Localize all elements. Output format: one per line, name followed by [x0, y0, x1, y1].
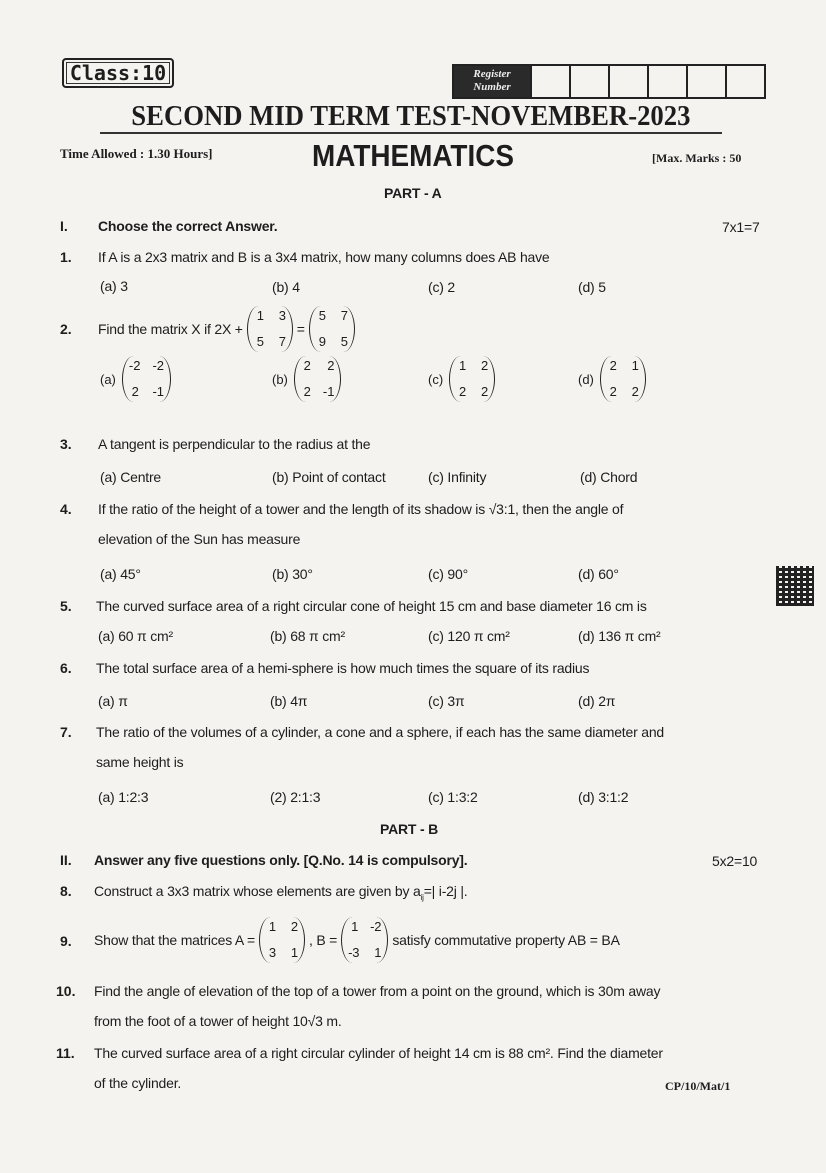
option-a: (a) 1:2:3 — [98, 789, 149, 805]
option-b: (b) 30° — [272, 566, 313, 582]
subscript: ij — [420, 892, 424, 902]
option-label: (b) — [272, 371, 288, 387]
option-c — [428, 356, 495, 402]
matrix-b — [341, 917, 388, 963]
matrix-cell: 3 — [268, 945, 276, 960]
matrix-cell: -2 — [370, 919, 382, 934]
matrix-cell: 2 — [480, 358, 489, 373]
question-number: 6. — [60, 660, 72, 676]
option-d: (d) 5 — [578, 279, 606, 295]
question-number: 8. — [60, 883, 72, 899]
matrix-cell: 1 — [374, 945, 382, 960]
option-c: (c) 2 — [428, 279, 456, 295]
matrix-cell: 1 — [256, 308, 264, 323]
part-a-heading: PART - A — [384, 185, 442, 201]
question-text: If A is a 2x3 matrix and B is a 3x4 matrix, how many columns does AB have — [98, 249, 550, 265]
matrix-cell: 5 — [256, 334, 264, 349]
matrix-cell: 2 — [303, 358, 311, 373]
question-text-cont: of the cylinder. — [94, 1075, 182, 1091]
question-number: 10. — [56, 983, 76, 999]
option-c: (c) 120 π cm² — [428, 628, 510, 644]
option-d: (d) 3:1:2 — [578, 789, 629, 805]
question-number: 2. — [60, 321, 72, 337]
option-b: (b) Point of contact — [272, 469, 386, 485]
register-cell — [647, 66, 686, 97]
matrix-cell: 7 — [278, 334, 286, 349]
matrix-cell: -2 — [128, 358, 141, 373]
option-label: (c) — [428, 371, 444, 387]
matrix-cell: 2 — [458, 384, 467, 399]
option-label: (d) — [578, 371, 594, 387]
equals-sign: = — [296, 321, 305, 337]
matrix-cell: 2 — [290, 919, 298, 934]
question-number: 1. — [60, 249, 72, 265]
option-b: (2) 2:1:3 — [270, 789, 321, 805]
question-number: 5. — [60, 598, 72, 614]
option-d: (d) Chord — [580, 469, 638, 485]
matrix — [600, 356, 646, 402]
question-text-start: Show that the matrices A = — [94, 932, 255, 948]
question-text — [94, 882, 468, 900]
qr-code — [776, 566, 814, 606]
matrix-cell: 5 — [340, 334, 348, 349]
question-number: 4. — [60, 501, 72, 517]
register-number-box — [452, 64, 766, 99]
matrix-cell: 2 — [609, 358, 617, 373]
option-b: (b) 4 — [272, 279, 300, 295]
matrix-cell: 1 — [290, 945, 298, 960]
question-text — [94, 917, 620, 963]
option-c: (c) 1:3:2 — [428, 789, 478, 805]
option-d: (d) 60° — [578, 566, 619, 582]
question-text-start: Find the matrix X if 2X + — [98, 321, 243, 337]
matrix-cell: 1 — [268, 919, 276, 934]
part-b-heading: PART - B — [380, 821, 439, 837]
matrix-a — [259, 917, 305, 963]
option-a: (a) π — [98, 693, 128, 709]
section-instruction: Choose the correct Answer. — [98, 218, 278, 234]
question-number: 3. — [60, 436, 72, 452]
time-allowed: Time Allowed : 1.30 Hours] — [60, 146, 213, 161]
option-a — [100, 356, 171, 402]
matrix-cell: -3 — [348, 945, 360, 960]
option-a: (a) 60 π cm² — [98, 628, 173, 644]
matrix-cell: -1 — [322, 384, 335, 399]
option-b: (b) 4π — [270, 693, 308, 709]
option-b — [272, 356, 341, 402]
register-cell — [608, 66, 647, 97]
matrix — [309, 306, 355, 352]
section-number: II. — [60, 852, 72, 868]
option-a: (a) Centre — [100, 469, 162, 485]
option-d: (d) 2π — [578, 693, 616, 709]
matrix — [449, 356, 495, 402]
section-marks: 7x1=7 — [722, 219, 760, 235]
question-number: 11. — [56, 1045, 75, 1061]
question-text: The ratio of the volumes of a cylinder, a cone and a sphere, if each has the same diameter and — [96, 724, 664, 740]
question-text-cont: elevation of the Sun has measure — [98, 531, 301, 547]
class-label: Class:10 — [62, 58, 174, 88]
option-c: (c) Infinity — [428, 469, 487, 485]
matrix-cell: -1 — [152, 384, 165, 399]
question-number: 7. — [60, 724, 72, 740]
question-text — [98, 306, 355, 352]
question-text-end: satisfy commutative property AB = BA — [392, 932, 620, 948]
question-text: The curved surface area of a right circular cone of height 15 cm and base diameter 16 cm is — [96, 598, 647, 614]
question-text: The total surface area of a hemi-sphere is how much times the square of its radius — [96, 660, 590, 676]
matrix-cell: 2 — [480, 384, 489, 399]
matrix-cell: 2 — [131, 384, 139, 399]
paper-code: CP/10/Mat/1 — [665, 1079, 731, 1093]
matrix-cell: 2 — [327, 358, 335, 373]
question-text-end: =| i-2j |. — [423, 883, 468, 899]
matrix-cell: 1 — [458, 358, 467, 373]
matrix — [122, 356, 171, 402]
register-cell — [686, 66, 725, 97]
matrix-cell: 1 — [351, 919, 359, 934]
question-text: Find the angle of elevation of the top of a tower from a point on the ground, which is 30m away — [94, 983, 661, 999]
section-number: I. — [60, 218, 68, 234]
matrix-cell: 9 — [318, 334, 326, 349]
matrix — [294, 356, 342, 402]
option-b: (b) 68 π cm² — [270, 628, 345, 644]
matrix-cell: 2 — [303, 384, 311, 399]
matrix-cell: -2 — [152, 358, 165, 373]
question-text: If the ratio of the height of a tower and the length of its shadow is √3:1, then the angle of — [98, 501, 624, 517]
question-text-cont: from the foot of a tower of height 10√3 m. — [94, 1013, 342, 1029]
exam-title-wrap — [100, 100, 722, 134]
matrix-cell: 3 — [278, 308, 286, 323]
option-label: (a) — [100, 371, 116, 387]
option-d: (d) 136 π cm² — [578, 628, 661, 644]
register-cell — [725, 66, 764, 97]
matrix-cell: 7 — [340, 308, 348, 323]
option-d — [578, 356, 646, 402]
question-text: A tangent is perpendicular to the radius at the — [98, 436, 371, 452]
option-c: (c) 3π — [428, 693, 465, 709]
subject-title: MATHEMATICS — [312, 138, 514, 173]
matrix — [247, 306, 293, 352]
question-text-mid: , B = — [308, 932, 338, 948]
option-a: (a) 3 — [100, 278, 128, 294]
exam-title: SECOND MID TERM TEST-NOVEMBER-2023 — [131, 100, 691, 132]
matrix-cell: 2 — [609, 384, 617, 399]
section-instruction: Answer any five questions only. [Q.No. 14 is compulsory]. — [94, 852, 468, 868]
question-text: The curved surface area of a right circular cylinder of height 14 cm is 88 cm². Find the diameter — [94, 1045, 663, 1061]
register-number-label: Register Number — [454, 66, 530, 97]
max-marks: [Max. Marks : 50 — [652, 151, 742, 165]
matrix-cell: 5 — [318, 308, 326, 323]
section-marks: 5x2=10 — [712, 853, 758, 869]
question-text-start: Construct a 3x3 matrix whose elements are given by a — [94, 883, 421, 899]
matrix-cell: 2 — [631, 384, 639, 399]
register-cell — [569, 66, 608, 97]
option-c: (c) 90° — [428, 566, 468, 582]
matrix-cell: 1 — [631, 358, 639, 373]
register-cell — [530, 66, 569, 97]
option-a: (a) 45° — [100, 566, 141, 582]
question-number: 9. — [60, 933, 72, 949]
question-text-cont: same height is — [96, 754, 184, 770]
